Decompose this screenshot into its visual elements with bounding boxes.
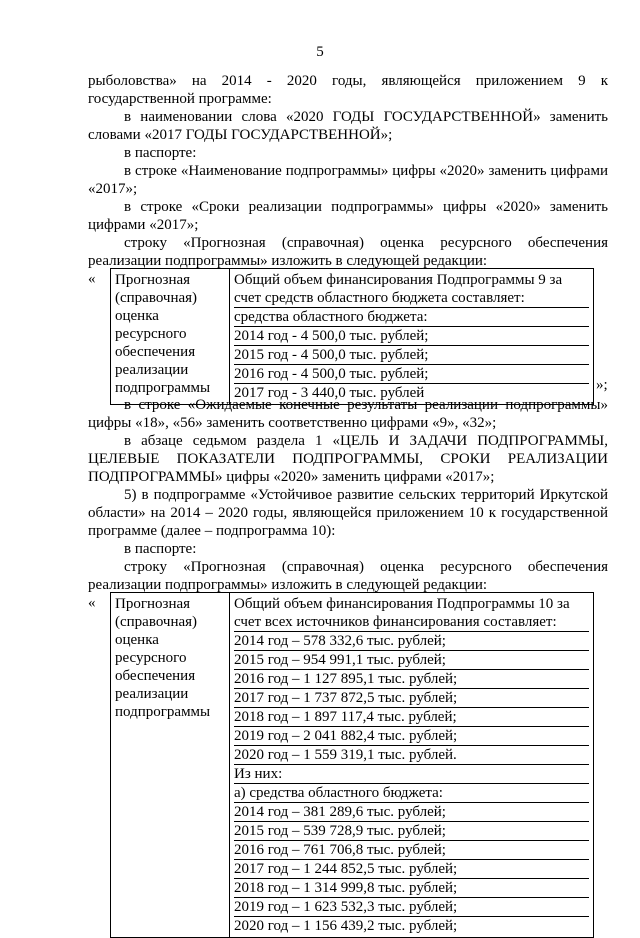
text-line: в паспорте: (124, 145, 197, 161)
opening-quote: « (88, 271, 96, 287)
text-line: в строке «Ожидаемые конечные результаты реализации подпрограммы» (124, 397, 608, 413)
text-line: государственной программе: (88, 91, 272, 107)
closing-quote: »; (596, 377, 608, 393)
table1-right-cell: Общий объем финансирования Подпрограммы 9 за счет средств областного бюджета составляет: средства областного бюджета: 2014 год - 4 500,0 тыс. рублей; 2015 год - 4 500,0 тыс. рублей; 2016 год - 4 500,0 тыс. рублей; 2017 год - 3 440,0 тыс. рублей (230, 269, 594, 405)
text-line: в наименовании слова «2020 ГОДЫ ГОСУДАРСТВЕННОЙ» заменить (124, 109, 608, 125)
text-line: ЦЕЛЕВЫЕ ПОКАЗАТЕЛИ ПОДПРОГРАММЫ, СРОКИ РЕАЛИЗАЦИИ (88, 451, 608, 467)
text-line: программе (далее – подпрограмма 10): (88, 523, 336, 539)
text-line: рыболовства» на 2014 - 2020 годы, являющейся приложением 9 к (88, 73, 608, 89)
text-line: цифры «18», «56» заменить соответственно цифрами «9», «32»; (88, 415, 497, 431)
text-line: словами «2017 ГОДЫ ГОСУДАРСТВЕННОЙ»; (88, 127, 393, 143)
text-line: области» на 2014 – 2020 годы, являющейся приложением 10 к государственной (88, 505, 608, 521)
text-line: 5) в подпрограмме «Устойчивое развитие сельских территорий Иркутской (124, 487, 608, 503)
passport-table-2 (110, 592, 594, 938)
table2-left-cell: Прогнозная (справочная) оценка ресурсного обеспечения реализации подпрограммы (111, 593, 230, 938)
table2-right-cell: Общий объем финансирования Подпрограммы 10 за счет всех источников финансирования составляет: 2014 год – 578 332,6 тыс. рублей; 2015 год – 954 991,1 тыс. рублей; 2016 год – 1 127 895,1 тыс. рублей; 2017 год – 1 737 872,5 тыс. рублей; 2018 год – 1 897 117,4 тыс. рублей; 2019 год – 2 041 882,4 тыс. рублей; 2020 год – 1 559 319,1 тыс. рублей. Из них: а) средства областного бюджета: 2014 год – 381 289,6 тыс. рублей; 2015 год – 539 728,9 тыс. рублей; 2016 год – 761 706,8 тыс. рублей; 2017 год – 1 244 852,5 тыс. рублей; 2018 год – 1 314 999,8 тыс. рублей; 2019 год – 1 623 532,3 тыс. рублей; 2020 год – 1 156 439,2 тыс. рублей; (230, 593, 594, 938)
text-line: реализации подпрограммы» изложить в следующей редакции: (88, 577, 488, 593)
passport-table-1 (110, 268, 594, 405)
text-line: в строке «Наименование подпрограммы» цифры «2020» заменить цифрами (124, 163, 608, 179)
text-line: ПОДПРОГРАММЫ» цифры «2020» заменить цифрами «2017»; (88, 469, 495, 485)
text-line: строку «Прогнозная (справочная) оценка ресурсного обеспечения (124, 235, 608, 251)
text-line: строку «Прогнозная (справочная) оценка ресурсного обеспечения (124, 559, 608, 575)
text-line: цифрами «2017»; (88, 217, 199, 233)
text-line: в строке «Сроки реализации подпрограммы» цифры «2020» заменить (124, 199, 608, 215)
table1-left-cell: Прогнозная (справочная) оценка ресурсного обеспечения реализации подпрограммы (111, 269, 230, 405)
text-line: в паспорте: (124, 541, 197, 557)
text-line: в абзаце седьмом раздела 1 «ЦЕЛЬ И ЗАДАЧИ ПОДПРОГРАММЫ, (124, 433, 608, 449)
opening-quote: « (88, 595, 96, 611)
text-line: «2017»; (88, 181, 138, 197)
text-line: реализации подпрограммы» изложить в следующей редакции: (88, 253, 488, 269)
page-number: 5 (316, 44, 324, 60)
